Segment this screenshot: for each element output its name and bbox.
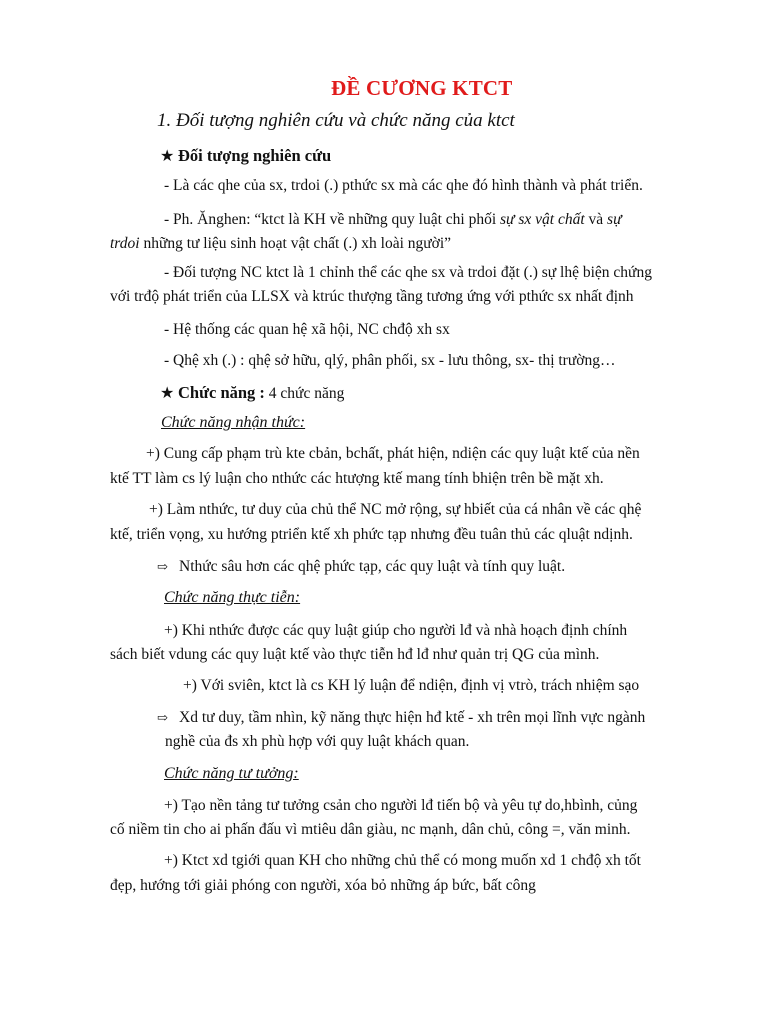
paragraph-line: nghề của đs xh phù hợp với quy luật khách quan. — [165, 733, 470, 750]
paragraph-line: +) Ktct xd tgiới quan KH cho những chủ thể có mong muốn xd 1 chđộ xh tốt — [164, 852, 641, 869]
section-heading: 1. Đối tượng nghiên cứu và chức năng của ktct — [157, 110, 515, 131]
text-span: những tư liệu sinh hoạt vật chất (.) xh loài người” — [139, 235, 452, 252]
arrow-item-text: Nthức sâu hơn các qhệ phức tạp, các quy luật và tính quy luật. — [179, 558, 566, 575]
arrow-item — [157, 708, 645, 728]
star-icon: ★ — [160, 148, 175, 165]
function-title-cognitive: Chức năng nhận thức: — [161, 414, 306, 431]
paragraph-line: - Là các qhe của sx, trdoi (.) pthức sx mà các qhe đó hình thành và phát triển. — [164, 177, 643, 194]
paragraph-line: +) Tạo nền tảng tư tưởng csản cho người lđ tiến bộ và yêu tự do,hbình, củng — [164, 797, 638, 814]
paragraph-line: +) Cung cấp phạm trù kte cbản, bchất, phát hiện, ndiện các quy luật ktế của nền — [146, 445, 640, 462]
function-count: 4 chức năng — [264, 385, 345, 402]
paragraph-line: với trđộ phát triển của LLSX và ktrúc thượng tầng tương ứng với pthức sx nhất định — [110, 288, 634, 305]
paragraph-line — [164, 210, 622, 230]
paragraph-line: cố niềm tin cho ai phấn đấu vì mtiêu dân giàu, nc mạnh, dân chủ, công =, văn minh. — [110, 821, 631, 838]
paragraph-line: - Qhệ xh (.) : qhệ sở hữu, qlý, phân phối, sx - lưu thông, sx- thị trường… — [164, 352, 616, 369]
function-title-ideological: Chức năng tư tưởng: — [164, 765, 299, 782]
function-title-practical: Chức năng thực tiễn: — [164, 589, 301, 606]
paragraph-line: - Hệ thống các quan hệ xã hội, NC chđộ xh sx — [164, 321, 450, 338]
paragraph-line: +) Làm nthức, tư duy của chủ thể NC mở rộng, sự hbiết của cá nhân về các qhệ — [149, 501, 642, 518]
function-heading-label: Chức năng : — [178, 383, 265, 402]
arrow-right-icon: ⇨ — [157, 559, 168, 574]
italic-span: sự sx vật chất — [500, 211, 585, 228]
star-icon: ★ — [160, 385, 175, 402]
subsection-heading-function — [160, 383, 344, 404]
paragraph-line: ktế, triển vọng, xu hướng ptriển ktế xh phức tạp nhưng đều tuân thủ các qluật ndịnh. — [110, 526, 633, 543]
arrow-item — [157, 557, 565, 577]
subsection-heading-object — [160, 146, 331, 167]
paragraph-line — [110, 234, 451, 254]
paragraph-line: - Đối tượng NC ktct là 1 chỉnh thể các qhe sx và trdoi đặt (.) sự lhệ biện chứng — [164, 264, 652, 281]
italic-span: sự — [607, 211, 622, 228]
paragraph-line: +) Khi nthức được các quy luật giúp cho người lđ và nhà hoạch định chính — [164, 622, 628, 639]
paragraph-line: +) Với sviên, ktct là cs KH lý luận để ndiện, định vị vtrò, trách nhiệm sạo — [183, 677, 640, 694]
paragraph-line: đẹp, hướng tới giải phóng con người, xóa bỏ những áp bức, bất công — [110, 877, 536, 894]
text-span: và — [584, 211, 608, 228]
italic-span: trdoi — [110, 235, 140, 252]
arrow-item-text: Xd tư duy, tầm nhìn, kỹ năng thực hiện hđ ktế - xh trên mọi lĩnh vực ngành — [179, 709, 646, 726]
paragraph-line: sách biết vdung các quy luật ktế vào thực tiễn hđ lđ như quản trị QG của mình. — [110, 646, 600, 663]
arrow-right-icon: ⇨ — [157, 710, 168, 725]
text-span: - Ph. Ănghen: “ktct là KH về những quy luật chi phối — [164, 211, 500, 228]
page-title: ĐỀ CƯƠNG KTCT — [331, 76, 513, 100]
paragraph-line: ktế TT làm cs lý luận cho nthức các htượng ktế mang tính bhiện trên bề mặt xh. — [110, 470, 604, 487]
object-heading-label: Đối tượng nghiên cứu — [178, 146, 332, 165]
